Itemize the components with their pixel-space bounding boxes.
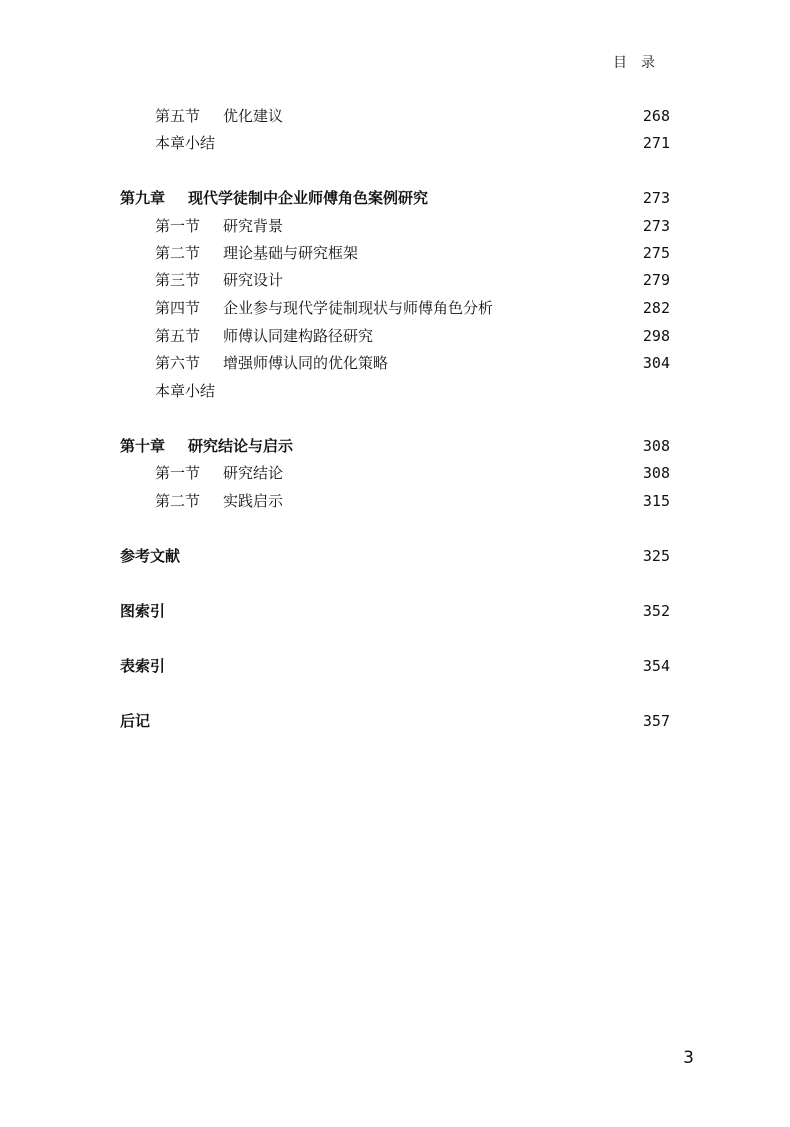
toc-entry-page: 308: [642, 464, 670, 482]
toc-entry-page: 268: [642, 107, 670, 125]
toc-entry-label: [155, 131, 215, 155]
toc-entry-title: 增强师傅认同的优化策略: [223, 354, 389, 372]
toc-entry-page: 308: [642, 437, 670, 455]
toc-chapter-entry[interactable]: [0, 599, 790, 623]
toc-chapter-entry[interactable]: [0, 544, 790, 568]
toc-entry-page: 325: [642, 547, 670, 565]
toc-entry-title: 图索引: [120, 602, 166, 620]
toc-section-entry[interactable]: [0, 214, 790, 238]
toc-section-entry[interactable]: [0, 461, 790, 485]
toc-entry-title: 现代学徒制中企业师傅角色案例研究: [188, 189, 429, 207]
toc-entry-number: 第二节: [155, 244, 201, 262]
toc-entry-label: [155, 461, 283, 485]
toc-entry-title: 表索引: [120, 657, 166, 675]
toc-entry-number: 第三节: [155, 271, 201, 289]
toc-chapter-entry[interactable]: [0, 654, 790, 678]
toc-entry-label: [155, 489, 283, 513]
toc-entry-label: [155, 379, 215, 403]
toc-entry-page: 357: [642, 712, 670, 730]
toc-entry-page: 271: [642, 134, 670, 152]
page-number: 3: [683, 1048, 694, 1068]
toc-entry-title: 本章小结: [155, 134, 216, 152]
toc-section-entry[interactable]: [0, 324, 790, 348]
toc-section-entry[interactable]: [0, 351, 790, 375]
toc-section-entry[interactable]: [0, 268, 790, 292]
toc-entry-title: 研究结论: [223, 464, 284, 482]
toc-entry-label: [120, 709, 150, 733]
toc-entry-title: 后记: [120, 712, 151, 730]
toc-entry-page: 352: [642, 602, 670, 620]
toc-entry-page: 304: [642, 354, 670, 372]
toc-entry-number: 第五节: [155, 107, 201, 125]
toc-entry-title: 研究设计: [223, 271, 284, 289]
toc-section-entry[interactable]: [0, 379, 790, 403]
running-header: 目录: [613, 55, 669, 71]
toc-entry-page: 282: [642, 299, 670, 317]
toc-section-entry[interactable]: [0, 104, 790, 128]
toc-entry-label: [120, 434, 293, 458]
toc-entry-title: 参考文献: [120, 547, 181, 565]
toc-entry-label: [155, 241, 358, 265]
toc-section-entry[interactable]: [0, 241, 790, 265]
toc-entry-page: 279: [642, 271, 670, 289]
toc-entry-title: 实践启示: [223, 492, 284, 510]
toc-chapter-entry[interactable]: [0, 434, 790, 458]
toc-entry-number: 第二节: [155, 492, 201, 510]
toc-entry-number: 第十章: [120, 437, 166, 455]
toc-entry-title: 企业参与现代学徒制现状与师傅角色分析: [223, 299, 494, 317]
toc-chapter-entry[interactable]: [0, 709, 790, 733]
toc-entry-label: [155, 214, 283, 238]
toc-entry-title: 本章小结: [155, 382, 216, 400]
toc-entry-number: 第六节: [155, 354, 201, 372]
toc-entry-label: [155, 104, 283, 128]
toc-entry-title: 理论基础与研究框架: [223, 244, 359, 262]
toc-entry-label: [120, 599, 165, 623]
toc-entry-page: 273: [642, 217, 670, 235]
toc-entry-label: [120, 654, 165, 678]
toc-entry-label: [155, 324, 373, 348]
toc-entry-label: [155, 296, 493, 320]
toc-entry-title: 研究结论与启示: [188, 437, 294, 455]
toc-entry-page: 275: [642, 244, 670, 262]
toc-entry-title: 研究背景: [223, 217, 284, 235]
toc-entry-label: [120, 544, 180, 568]
toc-entry-label: [155, 351, 388, 375]
toc-section-entry[interactable]: [0, 296, 790, 320]
toc-entry-title: 师傅认同建构路径研究: [223, 327, 374, 345]
toc-entry-number: 第四节: [155, 299, 201, 317]
toc-entry-label: [155, 268, 283, 292]
toc-entry-number: 第九章: [120, 189, 166, 207]
toc-entry-number: 第一节: [155, 217, 201, 235]
toc-entry-page: 354: [642, 657, 670, 675]
toc-entry-page: 315: [642, 492, 670, 510]
toc-entry-page: 273: [642, 189, 670, 207]
toc-chapter-entry[interactable]: [0, 186, 790, 210]
toc-section-entry[interactable]: [0, 489, 790, 513]
toc-entry-label: [120, 186, 428, 210]
toc-entry-page: 298: [642, 327, 670, 345]
toc-entry-number: 第一节: [155, 464, 201, 482]
toc-entry-title: 优化建议: [223, 107, 284, 125]
toc-section-entry[interactable]: [0, 131, 790, 155]
toc-entry-number: 第五节: [155, 327, 201, 345]
